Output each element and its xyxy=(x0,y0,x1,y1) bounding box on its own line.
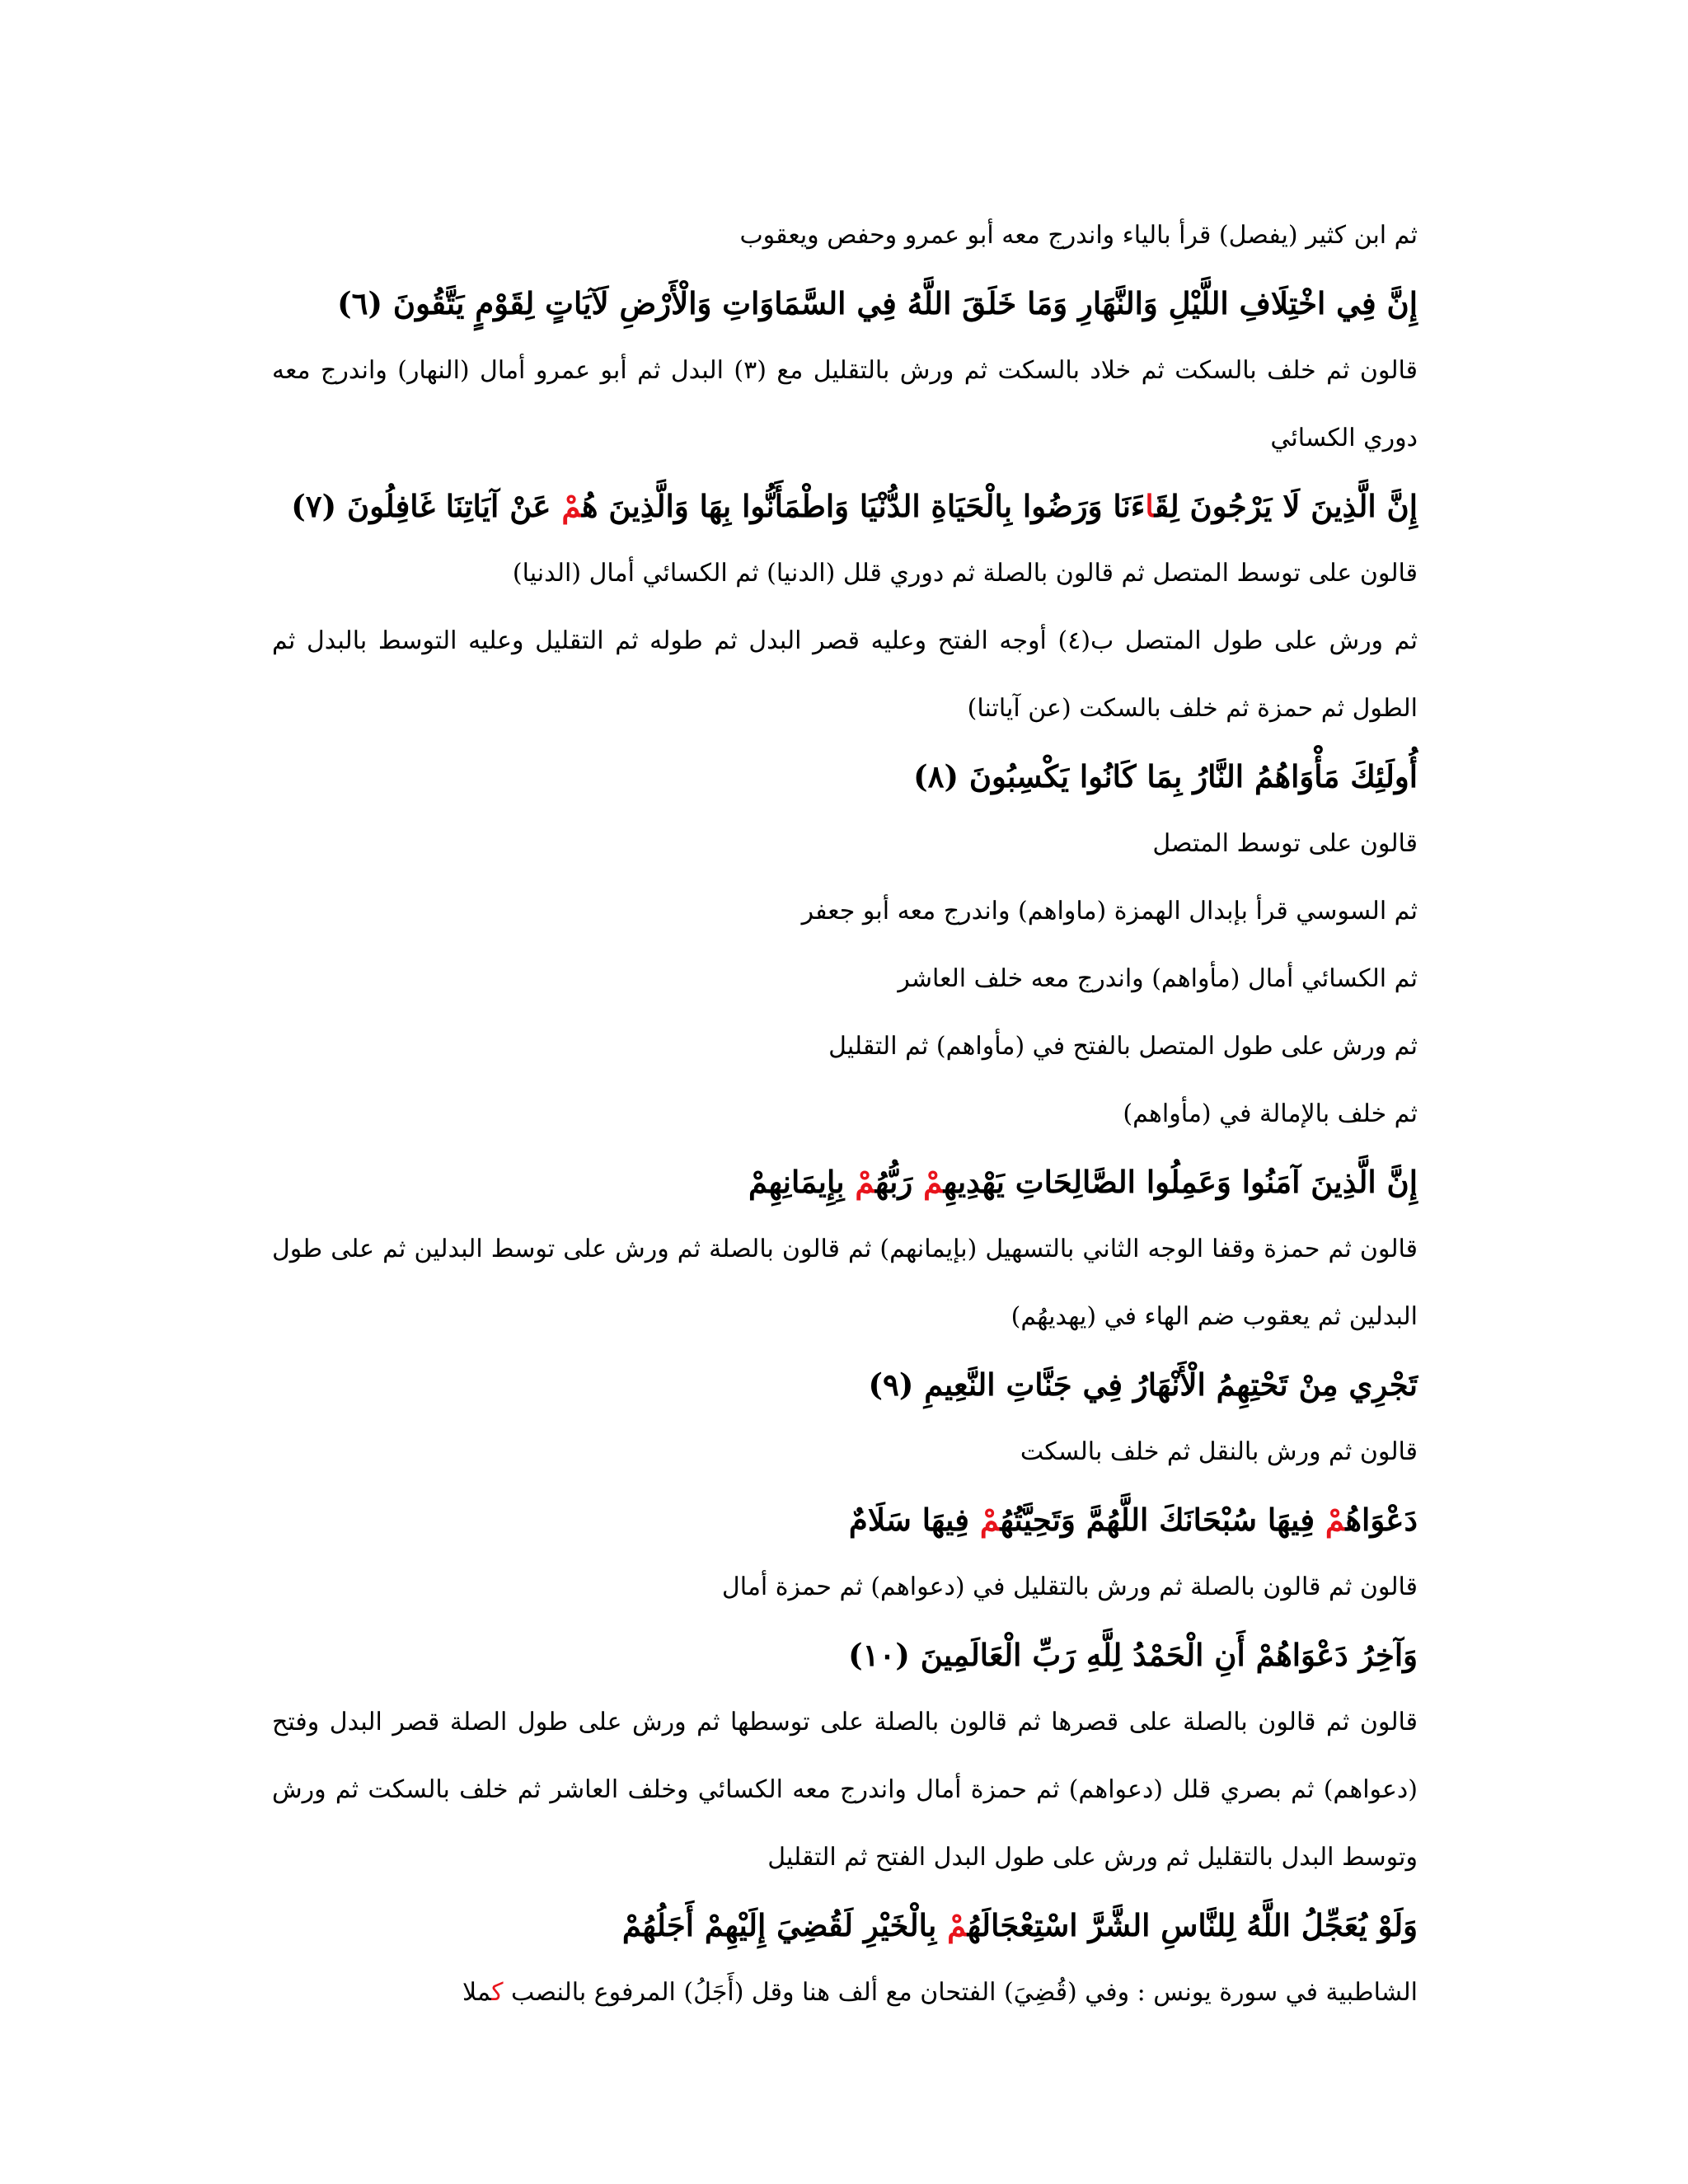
text-segment: الشاطبية في سورة يونس : وفي (قُضِيَ) الفتحان مع ألف هنا وقل (أَجَلُ) المرفوع بالنصب xyxy=(503,1978,1418,2007)
text-segment: وَلَوْ يُعَجِّلُ اللَّهُ لِلنَّاسِ الشَّرَّ اسْتِعْجَالَهُ xyxy=(967,1907,1418,1943)
text-segment: تَجْرِي مِنْ تَحْتِهِمُ الْأَنْهَارُ فِي جَنَّاتِ النَّعِيمِ (٩) xyxy=(868,1366,1418,1403)
text-segment: ثم خلف بالإمالة في (مأواهم) xyxy=(1123,1099,1418,1128)
text-segment: فِيهَا سَلَامٌ xyxy=(848,1502,980,1538)
verse-line xyxy=(272,1351,1418,1418)
commentary-line xyxy=(272,1554,1418,1621)
text-segment: قالون ثم قالون بالصلة ثم ورش بالتقليل في (دعواهم) ثم حمزة أمال xyxy=(721,1572,1418,1601)
commentary-paragraph xyxy=(272,1689,1418,1891)
text-segment: قالون ثم قالون بالصلة على قصرها ثم قالون بالصلة على توسطها ثم ورش على طول الصلة قصر البدل وفتح (دعواهم) ثم بصري قلل (دعواهم) ثم حمزة أمال واندرج معه الكسائي وخلف العاشر ثم خلف بالسكت ثم ورش وتوسط البدل بالتقليل ثم ورش على طول البدل الفتح ثم التقليل xyxy=(272,1708,1418,1872)
text-segment: ثم ابن كثير (يفصل) قرأ بالياء واندرج معه أبو عمرو وحفص ويعقوب xyxy=(739,221,1418,250)
text-segment: ملا xyxy=(462,1978,492,2007)
highlighted-text: ا xyxy=(1145,488,1155,524)
document-page xyxy=(272,202,1418,2027)
verse-line xyxy=(272,1621,1418,1689)
text-segment: وَآخِرُ دَعْوَاهُمْ أَنِ الْحَمْدُ لِلَّهِ رَبِّ الْعَالَمِينَ (١٠) xyxy=(848,1637,1418,1673)
verse-line xyxy=(272,1486,1418,1554)
text-segment: قالون على توسط المتصل xyxy=(1152,829,1418,858)
highlighted-text: مْ xyxy=(561,488,582,524)
text-segment: إِنَّ الَّذِينَ آمَنُوا وَعَمِلُوا الصَّالِحَاتِ يَهْدِيهِ xyxy=(943,1164,1418,1200)
text-segment: قالون ثم خلف بالسكت ثم خلاد بالسكت ثم ورش بالتقليل مع (٣) البدل ثم أبو عمرو أمال (النهار) واندرج معه دوري الكسائي xyxy=(272,356,1418,452)
text-segment: إِنَّ فِي اخْتِلَافِ اللَّيْلِ وَالنَّهَارِ وَمَا خَلَقَ اللَّهُ فِي السَّمَاوَاتِ وَالْأَرْضِ لَآيَاتٍ لِقَوْمٍ يَتَّقُونَ (٦) xyxy=(337,285,1418,321)
commentary-line xyxy=(272,1418,1418,1486)
commentary-line xyxy=(272,540,1418,607)
highlighted-text: مْ xyxy=(947,1907,968,1943)
commentary-line xyxy=(272,878,1418,945)
text-segment: بِإِيمَانِهِمْ xyxy=(748,1164,856,1200)
verse-line xyxy=(272,472,1418,540)
highlighted-text: مْ xyxy=(979,1502,1001,1538)
text-segment: قالون ثم ورش بالنقل ثم خلف بالسكت xyxy=(1020,1437,1418,1466)
commentary-paragraph xyxy=(272,337,1418,472)
commentary-line xyxy=(272,945,1418,1013)
commentary-line xyxy=(272,810,1418,878)
text-segment: بِالْخَيْرِ لَقُضِيَ إِلَيْهِمْ أَجَلُهُمْ xyxy=(621,1907,948,1943)
commentary-paragraph xyxy=(272,1216,1418,1351)
commentary-line xyxy=(272,1080,1418,1148)
verse-line xyxy=(272,743,1418,810)
text-segment: ثم ورش على طول المتصل ب(٤) أوجه الفتح وعليه قصر البدل ثم طوله ثم التقليل وعليه التوسط بالبدل ثم الطول ثم حمزة ثم خلف بالسكت (عن آياتنا) xyxy=(272,626,1418,723)
text-segment: فِيهَا سُبْحَانَكَ اللَّهُمَّ وَتَحِيَّتُهُ xyxy=(1000,1502,1325,1538)
text-segment: ثم السوسي قرأ بإبدال الهمزة (ماواهم) واندرج معه أبو جعفر xyxy=(801,897,1418,926)
highlighted-text: مْ xyxy=(855,1164,876,1200)
commentary-paragraph xyxy=(272,607,1418,743)
verse-line xyxy=(272,1148,1418,1216)
text-segment: إِنَّ الَّذِينَ لَا يَرْجُونَ لِقَ xyxy=(1154,488,1418,524)
verse-line xyxy=(272,1891,1418,1959)
text-segment: أُولَئِكَ مَأْوَاهُمُ النَّارُ بِمَا كَانُوا يَكْسِبُونَ (٨) xyxy=(913,758,1418,794)
commentary-line xyxy=(272,1959,1418,2027)
commentary-line xyxy=(272,1013,1418,1080)
text-segment: قالون ثم حمزة وقفا الوجه الثاني بالتسهيل (بإيمانهم) ثم قالون بالصلة ثم ورش على توسط البدلين ثم على طول البدلين ثم يعقوب ضم الهاء في (يهديهُم) xyxy=(272,1235,1418,1331)
text-segment: رَبُّهُ xyxy=(875,1164,924,1200)
highlighted-text: مْ xyxy=(1325,1502,1346,1538)
commentary-line xyxy=(272,202,1418,269)
text-segment: ءَنَا وَرَضُوا بِالْحَيَاةِ الدُّنْيَا وَاطْمَأَنُّوا بِهَا وَالَّذِينَ هُ xyxy=(581,488,1146,524)
highlighted-text: ك xyxy=(491,1978,504,2007)
text-segment: عَنْ آيَاتِنَا غَافِلُونَ (٧) xyxy=(291,488,562,524)
highlighted-text: مْ xyxy=(923,1164,944,1200)
text-segment: دَعْوَاهُ xyxy=(1345,1502,1418,1538)
text-segment: ثم الكسائي أمال (مأواهم) واندرج معه خلف العاشر xyxy=(898,964,1418,993)
text-segment: قالون على توسط المتصل ثم قالون بالصلة ثم دوري قلل (الدنيا) ثم الكسائي أمال (الدنيا) xyxy=(512,559,1418,588)
verse-line xyxy=(272,269,1418,337)
text-segment: ثم ورش على طول المتصل بالفتح في (مأواهم) ثم التقليل xyxy=(828,1032,1418,1061)
